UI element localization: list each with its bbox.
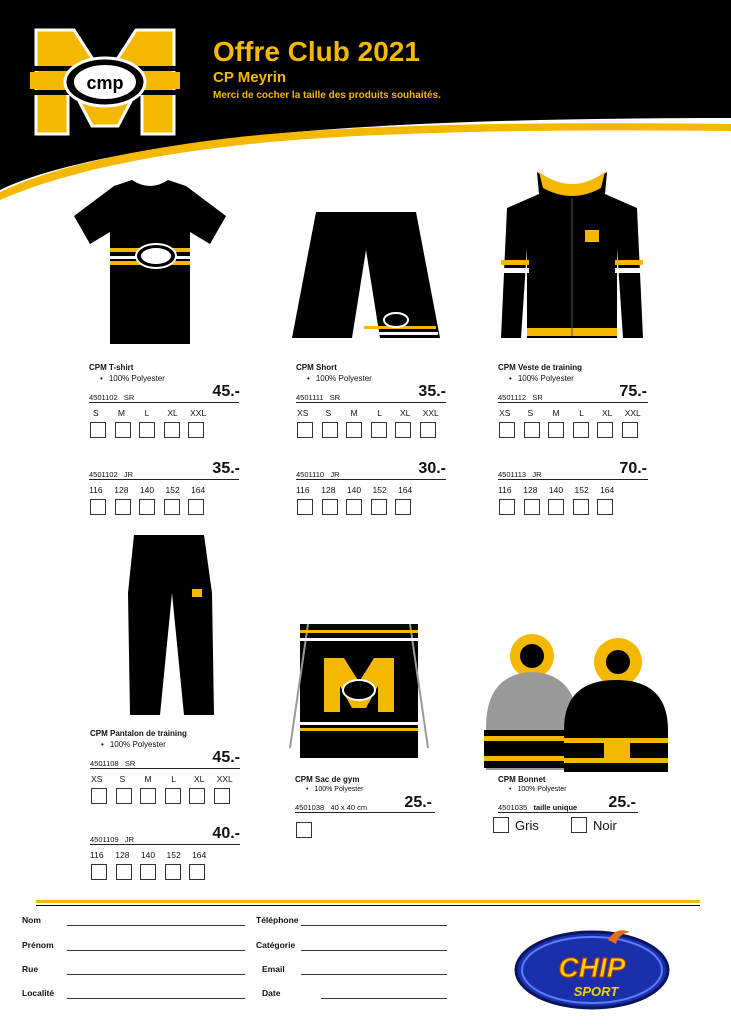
veste-sr-size-label: M xyxy=(552,408,560,418)
veste-jr-size-label: 152 xyxy=(574,485,589,495)
bonnet-desc: • 100% Polyester xyxy=(509,786,567,793)
veste-jr-size-checkbox[interactable] xyxy=(573,499,589,515)
veste-sr-size-label: XS xyxy=(499,408,511,418)
bonnet-name: CPM Bonnet xyxy=(498,775,546,784)
sac-name: CPM Sac de gym xyxy=(295,775,360,784)
pantalon-sr-size-label: S xyxy=(119,774,126,784)
pantalon-sr-checkboxes xyxy=(91,788,239,804)
short-name: CPM Short xyxy=(296,363,337,372)
date-field[interactable] xyxy=(321,998,447,999)
veste-sr-size-label: L xyxy=(579,408,584,418)
veste-jr-price-line xyxy=(498,479,648,480)
sac-price: 25.- xyxy=(404,794,432,811)
pantalon-jr-sizes xyxy=(84,850,212,860)
tshirt-jr-size-label: 164 xyxy=(191,485,206,495)
short-jr-size-label: 128 xyxy=(321,485,336,495)
short-sr-size-checkbox[interactable] xyxy=(420,422,436,438)
tshirt-sr-sizes xyxy=(83,408,211,418)
rue-field[interactable] xyxy=(67,974,245,975)
club-logo xyxy=(30,26,180,138)
tshirt-sr-size-label: M xyxy=(117,408,125,418)
instruction-note: Merci de cocher la taille des produits souhaités. xyxy=(213,90,441,101)
veste-sr-checkboxes xyxy=(499,422,647,438)
veste-sr-size-label: XXL xyxy=(624,408,641,418)
veste-jr-size-label: 140 xyxy=(548,485,564,495)
pantalon-jr-size-checkbox[interactable] xyxy=(140,864,156,880)
veste-sr-price: 75.- xyxy=(619,383,647,400)
tshirt-jr-size-checkbox[interactable] xyxy=(164,499,180,515)
veste-jr-size-checkbox[interactable] xyxy=(499,499,515,515)
pantalon-jr-size-checkbox[interactable] xyxy=(116,864,132,880)
veste-desc: • 100% Polyester xyxy=(509,374,574,383)
tshirt-sr-price: 45.- xyxy=(212,383,240,400)
tshirt-jr-sizes xyxy=(83,485,211,495)
tshirt-jr-size-label: 140 xyxy=(139,485,155,495)
pantalon-jr-ref: 4501109 JR xyxy=(90,835,135,844)
pantalon-sr-sizes xyxy=(84,774,238,784)
short-sr-size-checkbox[interactable] xyxy=(371,422,387,438)
veste-jr-sizes xyxy=(492,485,620,495)
short-jr-sizes xyxy=(290,485,418,495)
veste-sr-sizes xyxy=(492,408,646,418)
veste-sr-size-checkbox[interactable] xyxy=(622,422,638,438)
veste-sr-size-checkbox[interactable] xyxy=(499,422,515,438)
nom-label: Nom xyxy=(22,915,41,925)
short-jr-size-label: 116 xyxy=(296,485,310,495)
pantalon-jr-size-label: 140 xyxy=(140,850,156,860)
tshirt-jr-size-checkbox[interactable] xyxy=(90,499,106,515)
short-sr-size-checkbox[interactable] xyxy=(346,422,362,438)
short-sr-sizes xyxy=(290,408,444,418)
pantalon-desc: • 100% Polyester xyxy=(101,740,166,749)
bonnet-price-line xyxy=(498,812,638,813)
pantalon-jr-price-line xyxy=(90,844,240,845)
pantalon-jr-size-checkbox[interactable] xyxy=(189,864,205,880)
tshirt-name: CPM T-shirt xyxy=(89,363,134,372)
tshirt-sr-size-label: XL xyxy=(167,408,178,418)
veste-sr-size-checkbox[interactable] xyxy=(573,422,589,438)
short-sr-size-label: XS xyxy=(297,408,309,418)
bonnet-image xyxy=(480,630,670,772)
rue-label: Rue xyxy=(22,964,39,974)
veste-jr-size-label: 164 xyxy=(600,485,615,495)
pantalon-sr-size-label: M xyxy=(144,774,152,784)
bonnet-option-gris[interactable] xyxy=(493,817,539,833)
short-jr-ref: 4501110 JR xyxy=(296,470,340,479)
pantalon-jr-checkboxes xyxy=(91,864,214,880)
veste-image xyxy=(497,168,647,346)
tshirt-sr-size-checkbox[interactable] xyxy=(90,422,106,438)
tshirt-sr-size-checkbox[interactable] xyxy=(164,422,180,438)
short-sr-checkboxes xyxy=(297,422,445,438)
tshirt-jr-price-line xyxy=(89,479,239,480)
form-divider-gold xyxy=(36,900,700,903)
tshirt-jr-size-checkbox[interactable] xyxy=(188,499,204,515)
pantalon-image xyxy=(122,533,218,723)
tshirt-jr-size-label: 128 xyxy=(114,485,129,495)
pantalon-sr-price-line xyxy=(90,768,240,769)
tshirt-sr-checkboxes xyxy=(90,422,213,438)
tshirt-jr-checkboxes xyxy=(90,499,213,515)
email-label: Email xyxy=(262,964,285,974)
localite-field[interactable] xyxy=(67,998,245,999)
tshirt-jr-size-checkbox[interactable] xyxy=(115,499,131,515)
short-jr-size-checkbox[interactable] xyxy=(322,499,338,515)
tshirt-sr-size-label: L xyxy=(144,408,150,418)
gris-label: Gris xyxy=(515,817,539,833)
logo-text: cmp xyxy=(86,73,124,93)
localite-label: Localité xyxy=(22,988,55,998)
categorie-label: Catégorie xyxy=(256,940,296,950)
short-jr-size-checkbox[interactable] xyxy=(371,499,387,515)
chip-sport-logo xyxy=(512,920,672,1016)
veste-jr-size-label: 116 xyxy=(498,485,512,495)
short-jr-size-label: 152 xyxy=(372,485,387,495)
short-image xyxy=(284,210,444,350)
tshirt-sr-size-checkbox[interactable] xyxy=(139,422,155,438)
pantalon-sr-size-checkbox[interactable] xyxy=(165,788,181,804)
veste-sr-size-label: XL xyxy=(601,408,613,418)
noir-label: Noir xyxy=(593,817,617,833)
veste-jr-size-checkbox[interactable] xyxy=(524,499,540,515)
veste-jr-ref: 4501113 JR xyxy=(498,470,542,479)
pantalon-jr-size-checkbox[interactable] xyxy=(165,864,181,880)
sac-checkbox[interactable] xyxy=(296,822,312,838)
tshirt-desc: • 100% Polyester xyxy=(100,374,165,383)
date-label: Date xyxy=(262,988,281,998)
sac-price-line xyxy=(295,812,435,813)
pantalon-sr-size-checkbox[interactable] xyxy=(116,788,132,804)
veste-jr-checkboxes xyxy=(499,499,622,515)
short-sr-size-label: XXL xyxy=(422,408,439,418)
short-sr-size-checkbox[interactable] xyxy=(322,422,338,438)
veste-sr-ref: 4501112 SR xyxy=(498,393,543,402)
pantalon-sr-size-checkbox[interactable] xyxy=(214,788,230,804)
bonnet-option-noir[interactable] xyxy=(571,817,617,833)
tshirt-sr-price-line xyxy=(89,402,239,403)
pantalon-jr-size-label: 128 xyxy=(115,850,130,860)
page-subtitle: CP Meyrin xyxy=(213,69,287,86)
short-sr-size-label: L xyxy=(377,408,382,418)
short-jr-size-checkbox[interactable] xyxy=(395,499,411,515)
short-jr-price-line xyxy=(296,479,446,480)
sac-desc: • 100% Polyester xyxy=(306,786,364,793)
short-desc: • 100% Polyester xyxy=(307,374,372,383)
pantalon-sr-size-label: XS xyxy=(91,774,103,784)
prenom-label: Prénom xyxy=(22,940,54,950)
nom-field[interactable] xyxy=(67,925,245,926)
short-jr-checkboxes xyxy=(297,499,420,515)
veste-jr-price: 70.- xyxy=(619,460,647,477)
pantalon-sr-price: 45.- xyxy=(212,749,240,766)
short-sr-size-label: M xyxy=(350,408,358,418)
tshirt-jr-size-label: 152 xyxy=(165,485,180,495)
pantalon-sr-size-label: XL xyxy=(193,774,205,784)
veste-jr-size-checkbox[interactable] xyxy=(597,499,613,515)
telephone-field[interactable] xyxy=(301,925,447,926)
pantalon-sr-size-checkbox[interactable] xyxy=(91,788,107,804)
sac-ref: 4501038 40 x 40 cm xyxy=(295,803,368,812)
tshirt-sr-ref: 4501102 SR xyxy=(89,393,135,402)
sport-text: SPORT xyxy=(573,984,619,999)
tshirt-image xyxy=(70,178,230,346)
pantalon-jr-price: 40.- xyxy=(212,825,240,842)
short-jr-size-checkbox[interactable] xyxy=(297,499,313,515)
pantalon-name: CPM Pantalon de training xyxy=(90,729,187,738)
tshirt-jr-size-label: 116 xyxy=(89,485,103,495)
bonnet-price: 25.- xyxy=(608,794,636,811)
tshirt-sr-size-label: S xyxy=(92,408,99,418)
tshirt-sr-size-checkbox[interactable] xyxy=(115,422,131,438)
veste-jr-size-label: 128 xyxy=(523,485,538,495)
short-sr-size-label: S xyxy=(325,408,332,418)
short-jr-size-label: 140 xyxy=(346,485,362,495)
pantalon-jr-size-label: 116 xyxy=(90,850,104,860)
short-sr-size-checkbox[interactable] xyxy=(395,422,411,438)
veste-sr-size-checkbox[interactable] xyxy=(524,422,540,438)
short-sr-ref: 4501111 SR xyxy=(296,393,341,402)
tshirt-jr-ref: 4501102 JR xyxy=(89,470,134,479)
veste-jr-size-checkbox[interactable] xyxy=(548,499,564,515)
short-jr-size-checkbox[interactable] xyxy=(346,499,362,515)
pantalon-sr-size-label: L xyxy=(171,774,176,784)
veste-sr-price-line xyxy=(498,402,648,403)
tshirt-jr-size-checkbox[interactable] xyxy=(139,499,155,515)
categorie-field[interactable] xyxy=(301,950,447,951)
email-field[interactable] xyxy=(301,974,447,975)
pantalon-sr-size-checkbox[interactable] xyxy=(189,788,205,804)
tshirt-sr-size-checkbox[interactable] xyxy=(188,422,204,438)
sac-image xyxy=(286,618,432,762)
short-sr-size-label: XL xyxy=(399,408,411,418)
sac-checkbox-row xyxy=(296,822,321,838)
short-sr-price: 35.- xyxy=(418,383,446,400)
short-jr-price: 30.- xyxy=(418,460,446,477)
veste-name: CPM Veste de training xyxy=(498,363,583,372)
short-jr-size-label: 164 xyxy=(398,485,413,495)
pantalon-sr-size-label: XXL xyxy=(216,774,233,784)
prenom-field[interactable] xyxy=(67,950,245,951)
veste-sr-size-label: S xyxy=(527,408,534,418)
noir-checkbox[interactable] xyxy=(571,817,587,833)
form-divider-black xyxy=(36,905,700,906)
page-title: Offre Club 2021 xyxy=(213,36,420,67)
tshirt-jr-price: 35.- xyxy=(212,460,240,477)
pantalon-sr-size-checkbox[interactable] xyxy=(140,788,156,804)
short-sr-size-checkbox[interactable] xyxy=(297,422,313,438)
pantalon-jr-size-checkbox[interactable] xyxy=(91,864,107,880)
gris-checkbox[interactable] xyxy=(493,817,509,833)
tshirt-sr-size-label: XXL xyxy=(190,408,207,418)
veste-sr-size-checkbox[interactable] xyxy=(548,422,564,438)
pantalon-jr-size-label: 152 xyxy=(166,850,181,860)
chip-text: CHIP xyxy=(558,952,626,983)
telephone-label: Téléphone xyxy=(256,915,299,925)
veste-sr-size-checkbox[interactable] xyxy=(597,422,613,438)
bonnet-ref: 4501035 taille unique xyxy=(498,803,578,812)
short-sr-price-line xyxy=(296,402,446,403)
pantalon-jr-size-label: 164 xyxy=(192,850,207,860)
pantalon-sr-ref: 4501108 SR xyxy=(90,759,136,768)
